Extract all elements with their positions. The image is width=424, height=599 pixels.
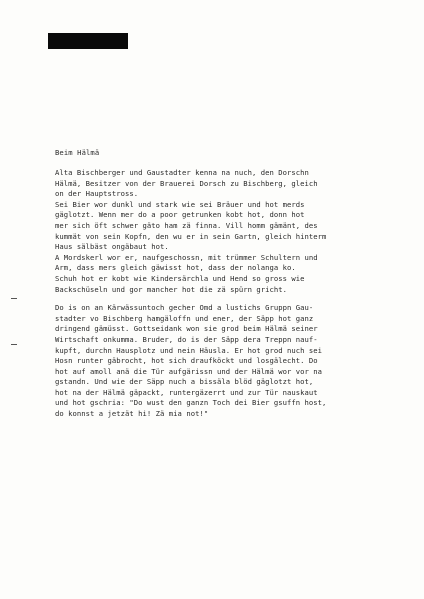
text-line: gäglotzt. Wenn mer do a poor getrunken kobt hot, donn hot: [55, 210, 305, 220]
text-line: A Mordskerl wor er, naufgeschossn, mit trümmer Schultern und: [55, 252, 318, 262]
text-line: und hot gschria: "Do wust den ganzn Toch dei Bier gsuffn host,: [55, 398, 327, 408]
text-line: mer sich öft schwer gäto ham zä finna. Vill homm gämänt, des: [55, 220, 318, 230]
text-line: kupft, durchn Hausplotz und nein Häusla. Er hot grod nuch sei: [55, 345, 323, 355]
text-line: Alta Bischberger und Gaustadter kenna na nuch, den Dorschn: [55, 168, 309, 177]
redaction-block: [48, 33, 128, 49]
text-line: gstandn. Und wie der Säpp nuch a bissäla blöd gäglotzt hot,: [55, 377, 314, 387]
text-line: kummät von sein Kopfn, den wu er in sein Gartn, gleich hinterm: [55, 231, 327, 241]
text-line: dringend gämüsst. Gottseidank won sie grod beim Hälmä seiner: [55, 324, 318, 334]
text-line: Wirtschaft onkumma. Bruder, do is der Säpp dera Treppn nauf-: [55, 334, 318, 344]
text-line: Do is on an Kärwässuntoch gecher Omd a lustichs Gruppn Gau-: [55, 303, 314, 313]
text-line: Sei Bier wor dunkl und stark wie sei Bräuer und hot merds: [55, 199, 305, 209]
text-line: on der Hauptstross.: [55, 189, 139, 199]
text-line: Hälmä, Besitzer von der Brauerei Dorsch zu Bischberg, gleich: [55, 178, 318, 188]
text-line: Backschüseln und gor mancher hot die zä spürn gricht.: [55, 284, 287, 294]
margin-mark: [11, 344, 17, 345]
margin-mark: [11, 298, 17, 299]
text-line: Schuh hot er kobt wie Kindersärchla und Hend so gross wie: [55, 273, 305, 283]
text-line: Hosn runter gäbrocht, hot sich draufköckt und losgälecht. Do: [55, 356, 318, 366]
text-line: Arm, dass mers gleich gäwisst hot, dass der nolanga ko.: [55, 263, 296, 273]
text-line: do konnst a jetzät hi! Zä mia not!": [55, 409, 209, 419]
paragraph-gap: [55, 295, 415, 303]
document-title: Beim Hälmä: [55, 148, 100, 157]
document-body: [55, 168, 415, 420]
text-line: hot auf amoll anä die Tür aufgärissn und der Hälmä wor vor na: [55, 366, 323, 376]
text-line: Haus sälbäst ongäbaut hot.: [55, 242, 169, 252]
text-line: hot na der Hälmä gäpackt, runtergäzerrt und zur Tür nauskaut: [55, 387, 318, 397]
text-line: stadter vo Bischberg hamgäloffn und ener, der Säpp hot ganz: [55, 313, 314, 323]
